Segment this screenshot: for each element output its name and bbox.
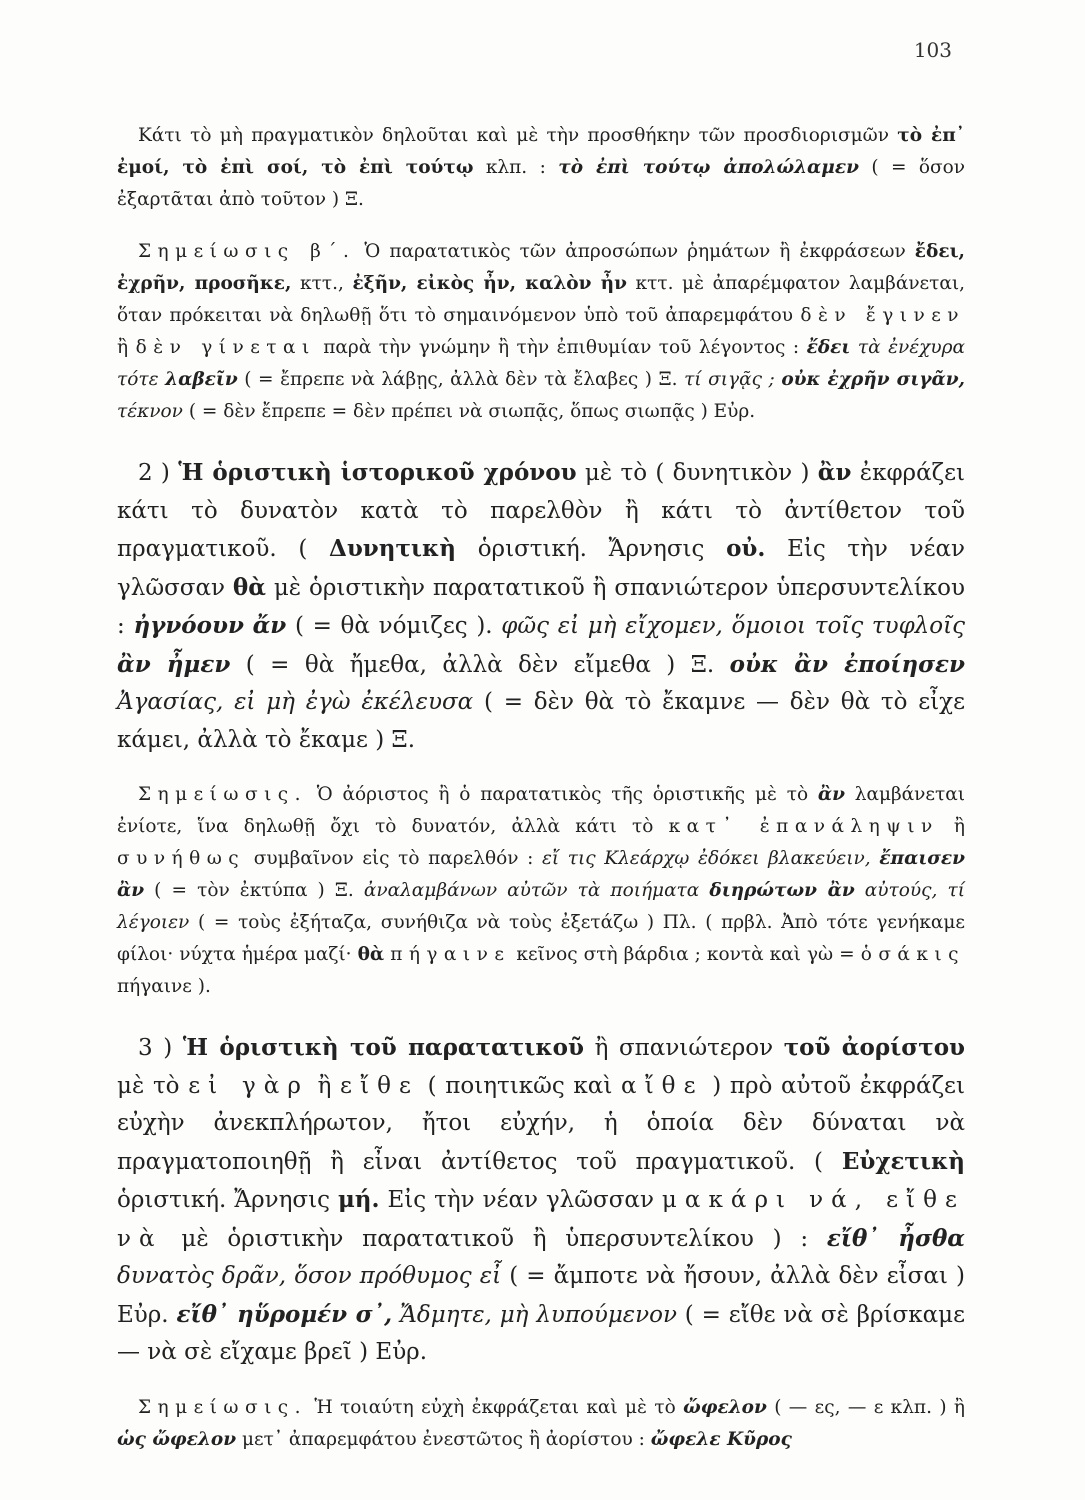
note-section-3	[117, 1392, 965, 1456]
note-beta: Σημείωσις β΄. Ὁ παρατατικὸς τῶν ἀπροσώπων ῥημάτων ἢ ἐκφράσεων ἔδει, ἐχρῆν, προσῆκε, κττ., ἐξῆν, εἰκὸς ἦν, καλὸν ἦν κττ. μὲ ἀπαρέμφατον λαμβάνεται, ὅταν πρόκειται νὰ δηλωθῇ ὅτι τὸ σημαινόμενον ὑπὸ τοῦ ἀπαρεμφάτου δὲν ἔγινεν ἢ δὲν γίνεται παρὰ τὴν γνώμην ἢ τὴν ἐπιθυμίαν τοῦ λέγοντος : ἔδει τὰ ἐνέχυρα τότε λαβεῖν ( = ἔπρεπε νὰ λάβῃς, ἀλλὰ δὲν τὰ ἔλαβες ) Ξ. τί σιγᾷς ; οὐκ ἐχρῆν σιγᾶν, τέκνον ( = δὲν ἔπρεπε = δὲν πρέπει νὰ σιωπᾷς, ὅπως σιωπᾷς ) Εὐρ.	[117, 241, 966, 422]
note-section-2	[117, 779, 965, 1003]
paragraph-1: Κάτι τὸ μὴ πραγματικὸν δηλοῦται καὶ μὲ τὴν προσθήκην τῶν προσδιορισμῶν τὸ ἐπ᾿ ἐμοί, τὸ ἐπὶ σοί, τὸ ἐπὶ τούτῳ κλπ. : τὸ ἐπὶ τούτῳ ἀπολώλαμεν ( = ὅσον ἐξαρτᾶται ἀπὸ τοῦτον ) Ξ.	[117, 125, 966, 210]
section-2-paragraph: 2 ) Ἡ ὁριστικὴ ἱστορικοῦ χρόνου μὲ τὸ ( δυνητικὸν ) ἂν ἐκφράζει κάτι τὸ δυνατὸν κατὰ τὸ παρελθὸν ἢ κάτι τὸ ἀντίθετον τοῦ πραγματικοῦ. ( Δυνητικὴ ὁριστική. Ἄρνησις οὐ. Εἰς τὴν νέαν γλῶσσαν θὰ μὲ ὁριστικὴν παρατατικοῦ ἢ σπανιώτερον ὑπερσυντελίκου : ἠγνόουν ἄν ( = θὰ νόμιζες ). φῶς εἰ μὴ εἴχομεν, ὅμοιοι τοῖς τυφλοῖς ἂν ἦμεν ( = θὰ ἤμεθα, ἀλλὰ δὲν εἴμεθα ) Ξ. οὐκ ἂν ἐποίησεν Ἀγασίας, εἰ μὴ ἐγὼ ἐκέλευσα ( = δὲν θὰ τὸ ἔκαμνε — δὲν θὰ τὸ εἶχε κάμει, ἀλλὰ τὸ ἔκαμε ) Ξ.	[117, 459, 966, 753]
section-3-paragraph: 3 ) Ἡ ὁριστικὴ τοῦ παρατατικοῦ ἢ σπανιώτερον τοῦ ἀορίστου μὲ τὸ εἰ γὰρ ἢ εἴθε ( ποιητικῶς καὶ αἴθε ) πρὸ αὐτοῦ ἐκφράζει εὐχὴν ἀνεκπλήρωτον, ἤτοι εὐχήν, ἡ ὁποία δὲν δύναται νὰ πραγματοποιηθῇ ἢ εἶναι ἀντίθετος τοῦ πραγματικοῦ. ( Εὐχετικὴ ὁριστική. Ἄρνησις μή. Εἰς τὴν νέαν γλῶσσαν μακάρι νά, εἴθε νὰ μὲ ὁριστικὴν παρατατικοῦ ἢ ὑπερσυντελίκου ) : εἴθ᾿ ἦσθα δυνατὸς δρᾶν, ὅσον πρόθυμος εἶ ( = ἄμποτε νὰ ἤσουν, ἀλλὰ δὲν εἶσαι ) Εὐρ. εἴθ᾿ ηὕρομέν σ᾿, Ἄδμητε, μὴ λυπούμενον ( = εἴθε νὰ σὲ βρίσκαμε — νὰ σὲ εἴχαμε βρεῖ ) Εὐρ.	[117, 1034, 966, 1365]
page-body	[117, 120, 965, 1456]
section-3	[117, 1029, 965, 1372]
paragraph-1-section	[117, 120, 965, 216]
page-number: 103	[913, 38, 952, 62]
note-3: Σημείωσις. Ἡ τοιαύτη εὐχὴ ἐκφράζεται καὶ μὲ τὸ ὤφελον ( — ες, — ε κλπ. ) ἢ ὡς ὤφελον μετ᾿ ἀπαρεμφάτου ἐνεστῶτος ἢ ἀορίστου : ὤφελε Κῦρος	[117, 1396, 965, 1450]
note-beta-section	[117, 236, 965, 428]
section-2	[117, 454, 965, 759]
note-2: Σημείωσις. Ὁ ἀόριστος ἢ ὁ παρατατικὸς τῆς ὁριστικῆς μὲ τὸ ἂν λαμβάνεται ἐνίοτε, ἵνα δηλωθῇ ὄχι τὸ δυνατόν, ἀλλὰ κάτι τὸ κατ᾿ ἐπανάληψιν ἢ συνήθως συμβαῖνον εἰς τὸ παρελθόν : εἴ τις Κλεάρχῳ ἐδόκει βλακεύειν, ἔπαισεν ἂν ( = τὸν ἐκτύπα ) Ξ. ἀναλαμβάνων αὐτῶν τὰ ποιήματα διηρώτων ἂν αὐτούς, τί λέγοιεν ( = τοὺς ἐξήταζα, συνήθιζα νὰ τοὺς ἐξετάζω ) Πλ. ( πρβλ. Ἀπὸ τότε γενήκαμε φίλοι· νύχτα ἡμέρα μαζί· θὰ πήγαινε κεῖνος στὴ βάρδια ; κοντὰ καὶ γὼ = ὁσάκις πήγαινε ).	[117, 784, 965, 997]
